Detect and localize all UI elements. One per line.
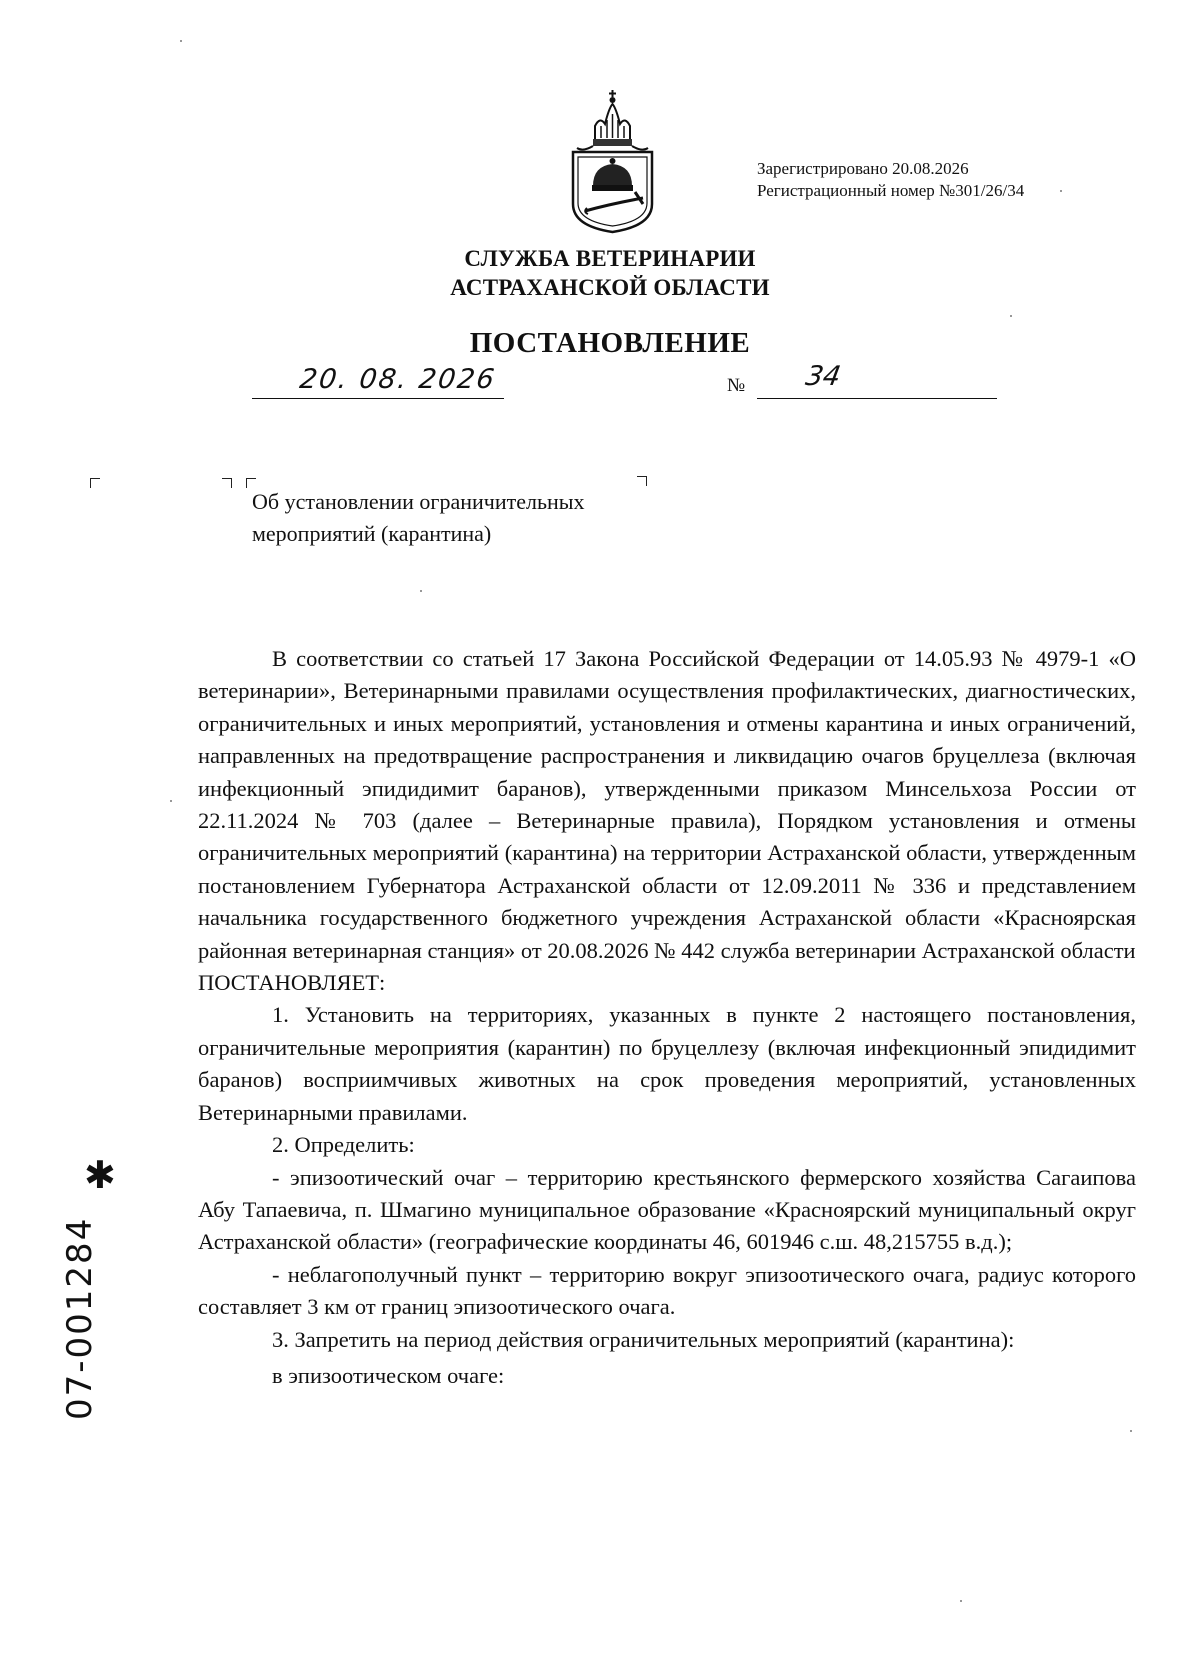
- subject-line2: мероприятий (карантина): [252, 521, 492, 546]
- corner-mark: [90, 478, 100, 488]
- subject-line1: Об установлении ограничительных: [252, 489, 585, 514]
- item-3a-paragraph: в эпизоотическом очаге:: [272, 1362, 505, 1388]
- asterisk-mark: ✱: [84, 1153, 116, 1197]
- resolves-heading: ПОСТАНОВЛЯЕТ:: [198, 970, 386, 996]
- coat-of-arms-emblem: [565, 86, 660, 236]
- number-label: №: [727, 375, 746, 396]
- scan-speck: [180, 40, 182, 42]
- organization-title-line1: СЛУЖБА ВЕТЕРИНАРИИ: [464, 246, 756, 271]
- vertical-document-number: 07-001284: [60, 1216, 100, 1420]
- item-3-paragraph: 3. Запретить на период действия ограничительных мероприятий (карантина):: [272, 1326, 1015, 1352]
- registration-number: Регистрационный номер №301/26/34: [757, 181, 1025, 200]
- scan-speck: [170, 800, 172, 802]
- corner-mark: [222, 478, 232, 488]
- document-body: [198, 643, 1136, 1392]
- preamble-paragraph: В соответствии со статьей 17 Закона Российской Федерации от 14.05.93 № 4979-1 «О ветеринарии», Ветеринарными правилами осуществления профилактических, диагностических, ограничительных и иных мероприятий, установления и отмены карантина и иных ограничений, направленных на предотвращение распространения и ликвидацию очагов бруцеллеза (включая инфекционный эпидидимит баранов), утвержденными приказом Минсельхоза России от 22.11.2024 № 703 (далее – Ветеринарные правила), Порядком установления и отмены ограничительных мероприятий (карантина) на территории Астраханской области, утвержденным постановлением Губернатора Астраханской области от 12.09.2011 № 336 и представлением начальника государственного бюджетного учреждения Астраханской области «Красноярская районная ветеринарная станция» от 20.08.2026 № 442 служба ветеринарии Астраханской области: [198, 646, 1136, 963]
- date-underline: [252, 398, 504, 399]
- item-2b-paragraph: - неблагополучный пункт – территорию вокруг эпизоотического очага, радиус которого составляет 3 км от границ эпизоотического очага.: [198, 1261, 1136, 1320]
- scan-speck: [1060, 190, 1062, 192]
- scan-speck: [1130, 1430, 1132, 1432]
- scan-speck: [420, 590, 422, 592]
- registration-stamp: [757, 158, 1024, 202]
- handwritten-number: 34: [803, 361, 844, 392]
- item-2-paragraph: 2. Определить:: [272, 1132, 415, 1158]
- document-subject: [252, 486, 585, 550]
- registration-date: Зарегистрировано 20.08.2026: [757, 159, 969, 178]
- organization-title: [300, 244, 920, 302]
- scan-speck: [960, 1600, 962, 1602]
- document-type-heading: ПОСТАНОВЛЕНИЕ: [469, 327, 751, 359]
- handwritten-date: 20. 08. 2026: [297, 364, 498, 395]
- corner-mark: [637, 476, 647, 486]
- scan-speck: [1010, 315, 1012, 317]
- number-underline: [757, 398, 997, 399]
- organization-title-line2: АСТРАХАНСКОЙ ОБЛАСТИ: [450, 275, 770, 300]
- item-1-paragraph: 1. Установить на территориях, указанных в пункте 2 настоящего постановления, ограничительные мероприятия (карантин) по бруцеллезу (включая инфекционный эпидидимит баранов) восприимчивых животных на срок проведения мероприятий, установленных Ветеринарными правилами.: [198, 1002, 1136, 1125]
- item-2a-paragraph: - эпизоотический очаг – территорию крестьянского фермерского хозяйства Сагаипова Абу Тапаевича, п. Шмагино муниципальное образование «Красноярский муниципальный округ Астраханской области» (географические координаты 46, 601946 с.ш. 48,215755 в.д.);: [198, 1164, 1136, 1255]
